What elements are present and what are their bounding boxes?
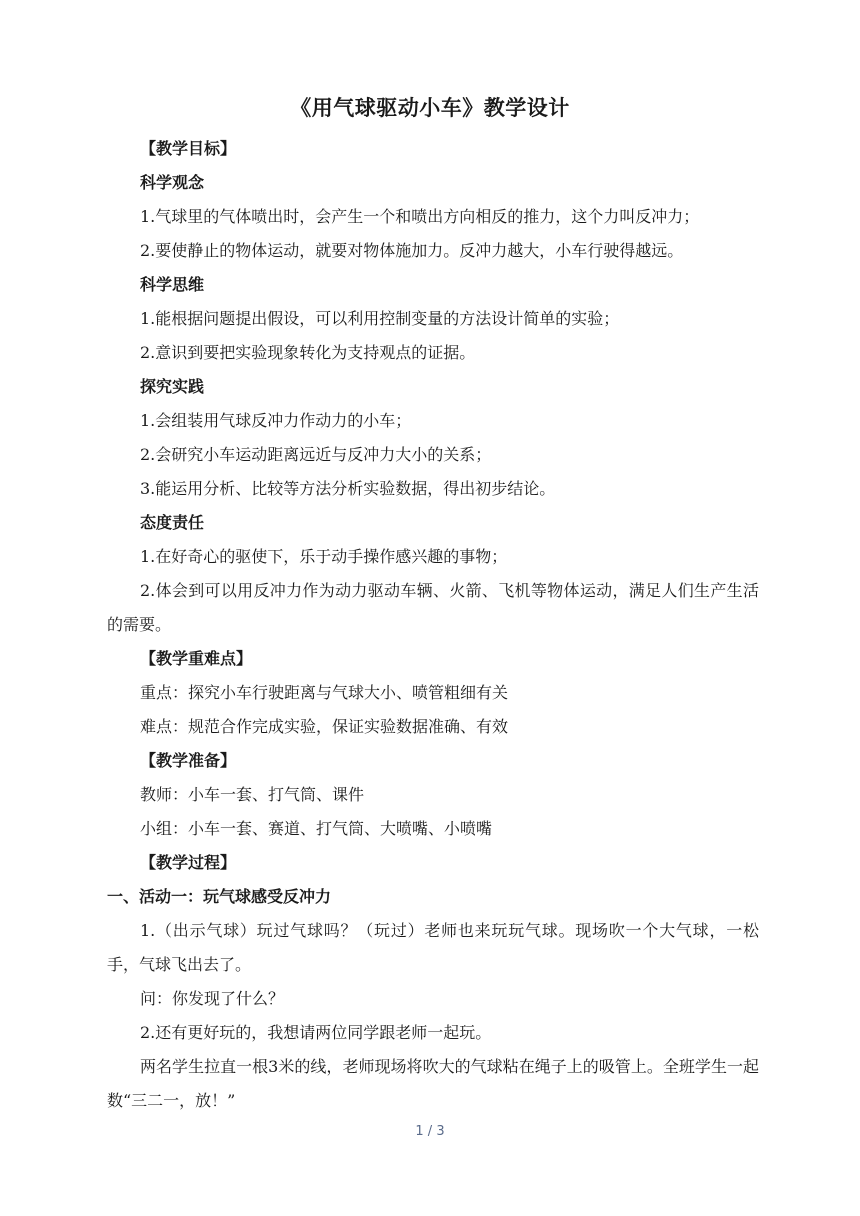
list-item: 1.气球里的气体喷出时，会产生一个和喷出方向相反的推力，这个力叫反冲力； [140,207,700,226]
key-point-difficulty: 难点：规范合作完成实验，保证实验数据准确、有效 [140,717,509,736]
list-item: 3.能运用分析、比较等方法分析实验数据，得出初步结论。 [140,479,556,498]
subheading-practice: 探究实践 [140,377,205,396]
paragraph: 两名学生拉直一根3米的线，老师现场将吹大的气球粘在绳子上的吸管上。全班学生一起数“三二一，放！” [107,1057,759,1110]
key-point-focus: 重点：探究小车行驶距离与气球大小、喷管粗细有关 [140,683,509,702]
list-item: 1.会组装用气球反冲力作动力的小车； [140,411,412,430]
section-heading-objectives: 【教学目标】 [140,139,237,158]
list-item: 1.在好奇心的驱使下，乐于动手操作感兴趣的事物； [140,547,508,566]
activity-heading: 一、活动一：玩气球感受反冲力 [107,887,332,906]
list-item: 1.能根据问题提出假设，可以利用控制变量的方法设计简单的实验； [140,309,620,328]
subheading-thinking: 科学思维 [140,275,205,294]
document-title: 《用气球驱动小车》教学设计 [290,96,570,120]
document-body [107,132,759,1118]
page-number: 1 / 3 [415,1124,445,1139]
preparation-group: 小组：小车一套、赛道、打气筒、大喷嘴、小喷嘴 [140,819,493,838]
question-line: 问：你发现了什么？ [140,989,285,1008]
list-item: 2.还有更好玩的，我想请两位同学跟老师一起玩。 [140,1023,492,1042]
subheading-attitude: 态度责任 [140,513,205,532]
section-heading-preparation: 【教学准备】 [140,751,237,770]
paragraph: 2.体会到可以用反冲力作为动力驱动车辆、火箭、飞机等物体运动，满足人们生产生活的需要。 [107,581,759,634]
section-heading-process: 【教学过程】 [140,853,237,872]
list-item: 2.会研究小车运动距离远近与反冲力大小的关系； [140,445,492,464]
preparation-teacher: 教师：小车一套、打气筒、课件 [140,785,365,804]
subheading-concept: 科学观念 [140,173,205,192]
section-heading-key-points: 【教学重难点】 [140,649,253,668]
list-item: 2.意识到要把实验现象转化为支持观点的证据。 [140,343,476,362]
list-item: 2.要使静止的物体运动，就要对物体施加力。反冲力越大，小车行驶得越远。 [140,241,684,260]
paragraph: 1.（出示气球）玩过气球吗？（玩过）老师也来玩玩气球。现场吹一个大气球，一松手，气球飞出去了。 [107,921,759,974]
